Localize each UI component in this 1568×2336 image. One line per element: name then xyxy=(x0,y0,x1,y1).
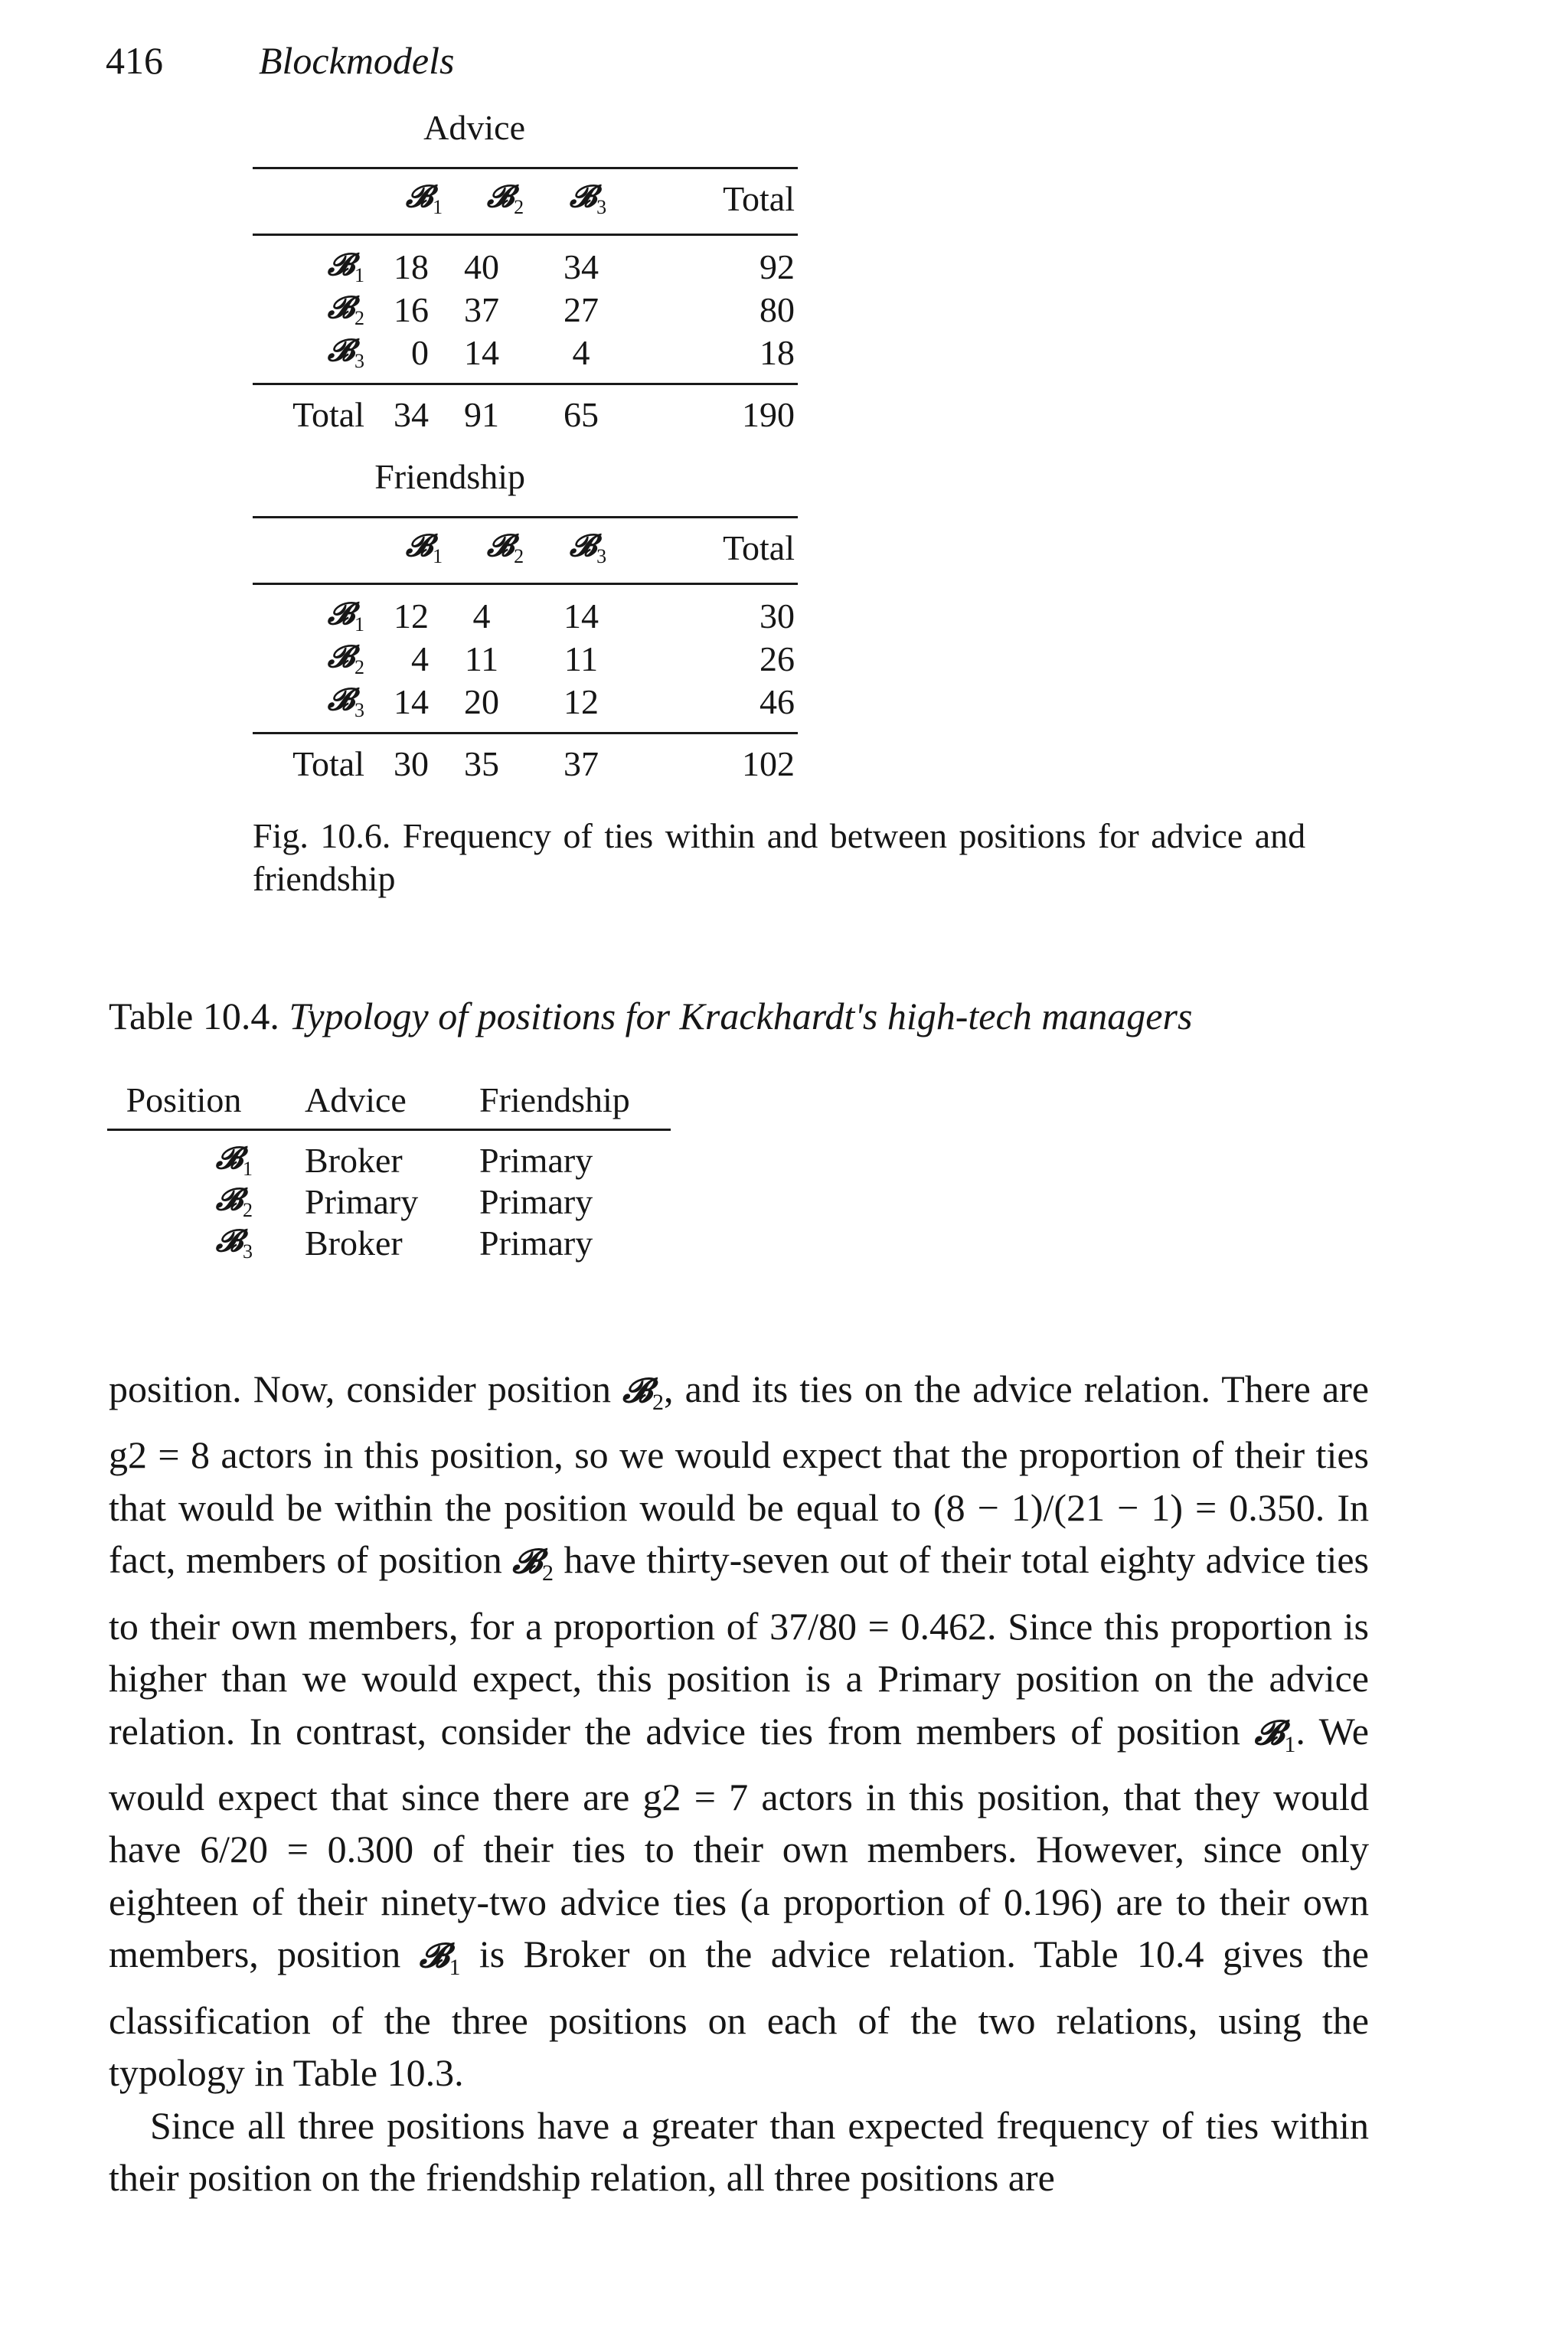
advice-cell-total: 92 xyxy=(760,247,795,286)
table-header-row xyxy=(107,1080,674,1129)
friendship-col-total: Total xyxy=(723,528,795,567)
position-cell: 𝓑$_2$ xyxy=(215,1181,253,1221)
advice-cell-total: 18 xyxy=(760,333,795,372)
position-symbol: 𝓑$_2$ xyxy=(622,1371,664,1415)
advice-top-rule xyxy=(253,167,798,169)
advice-cell: 16 xyxy=(394,290,429,329)
friendship-grand-total: 102 xyxy=(742,744,795,783)
friendship-col-b2: 𝓑$_2$ xyxy=(486,528,524,567)
advice-col-total: Total xyxy=(723,179,795,218)
advice-title: Advice xyxy=(423,108,525,147)
advice-cell: 34 xyxy=(564,247,599,286)
friendship-row-label: 𝓑$_3$ xyxy=(327,681,364,721)
friendship-row-label: 𝓑$_1$ xyxy=(327,596,364,635)
subscript: 1 xyxy=(433,196,443,218)
friendship-row-b3 xyxy=(253,681,798,724)
friendship-row-b2 xyxy=(253,639,798,681)
friendship-cell: 14 xyxy=(564,596,599,635)
advice-total-label: Total xyxy=(292,395,364,434)
advice-cell: 37 xyxy=(464,290,499,329)
col-friendship: Friendship xyxy=(479,1080,630,1119)
friendship-cell: 12 xyxy=(564,682,599,721)
friendship-cell-total: 30 xyxy=(760,596,795,635)
position-cell: 𝓑$_3$ xyxy=(215,1223,253,1263)
subscript: 1 xyxy=(354,264,364,286)
advice-cell: Primary xyxy=(305,1182,419,1221)
friendship-cell: Primary xyxy=(479,1182,593,1221)
friendship-header-row xyxy=(253,528,798,583)
chapter-title: Blockmodels xyxy=(259,39,455,82)
advice-cell: 0 xyxy=(411,333,429,372)
table-title: Typology of positions for Krackhardt's high-tech managers xyxy=(289,995,1193,1037)
advice-col-b3: 𝓑$_3$ xyxy=(569,178,607,218)
advice-cell: 18 xyxy=(394,247,429,286)
subscript: 3 xyxy=(354,350,364,372)
advice-cell: 14 xyxy=(464,333,499,372)
subscript: 2 xyxy=(514,196,524,218)
friendship-cell: 20 xyxy=(464,682,499,721)
advice-total-cell: 91 xyxy=(464,395,499,434)
friendship-total-cell: 37 xyxy=(564,744,599,783)
paragraph: Since all three positions have a greater than expected frequency of ties within their position on the friendship relation, all three positions are xyxy=(109,2103,1369,2200)
running-head xyxy=(106,38,454,83)
subscript: 2 xyxy=(354,307,364,329)
friendship-row-label: 𝓑$_2$ xyxy=(327,639,364,678)
advice-grand-total: 190 xyxy=(742,395,795,434)
advice-cell: 4 xyxy=(572,333,590,372)
friendship-cell: Primary xyxy=(479,1141,593,1180)
friendship-total-rule xyxy=(253,732,798,734)
friendship-total-cell: 35 xyxy=(464,744,499,783)
advice-row-label: 𝓑$_2$ xyxy=(327,289,364,329)
subscript: 2 xyxy=(652,1389,664,1415)
advice-total-cell: 34 xyxy=(394,395,429,434)
friendship-cell: 14 xyxy=(394,682,429,721)
advice-cell: 27 xyxy=(564,290,599,329)
friendship-cell: 11 xyxy=(464,639,499,678)
col-advice: Advice xyxy=(305,1080,407,1119)
advice-total-rule xyxy=(253,383,798,385)
table-label: Table 10.4. xyxy=(109,995,279,1037)
subscript: 2 xyxy=(243,1199,253,1221)
friendship-cell: Primary xyxy=(479,1224,593,1263)
advice-total-row xyxy=(253,394,798,437)
friendship-title: Friendship xyxy=(374,457,525,496)
friendship-cell: 4 xyxy=(472,596,491,635)
subscript: 3 xyxy=(354,699,364,721)
advice-col-b1: 𝓑$_1$ xyxy=(405,178,443,218)
friendship-col-b1: 𝓑$_1$ xyxy=(405,528,443,567)
position-cell: 𝓑$_1$ xyxy=(215,1140,253,1180)
friendship-cell: 12 xyxy=(394,596,429,635)
subscript: 2 xyxy=(354,656,364,678)
advice-cell: Broker xyxy=(305,1224,403,1263)
position-symbol: 𝓑$_2$ xyxy=(512,1542,554,1586)
advice-row-b2 xyxy=(253,289,798,332)
advice-row-b3 xyxy=(253,332,798,375)
subscript: 1 xyxy=(449,1955,461,1981)
friendship-cell-total: 26 xyxy=(760,639,795,678)
friendship-cell-total: 46 xyxy=(760,682,795,721)
advice-row-label: 𝓑$_1$ xyxy=(327,247,364,286)
subscript: 2 xyxy=(542,1560,554,1586)
text-run: position. Now, consider position xyxy=(109,1367,623,1410)
subscript: 1 xyxy=(354,613,364,635)
figure-caption: Fig. 10.6. Frequency of ties within and between positions for advice and friendship xyxy=(253,816,1306,898)
subscript: 3 xyxy=(243,1240,253,1263)
text-run: is Broker on the advice relation. Table 10.4 gives the classification of the three positions on each of the two relations, using the typology in Table 10.3. xyxy=(109,1933,1369,2095)
advice-header-row xyxy=(253,178,798,234)
friendship-total-row xyxy=(253,743,798,786)
text-run: . We would expect that since there are g2 = 7 actors in this position, that they would have 6/20 = 0.300 of their ties to their own members. However, since only eighteen of their ninety-two advice ties (a proportion of 0.196) are to their own members, position xyxy=(109,1709,1369,1976)
subscript: 2 xyxy=(514,545,524,567)
table-caption xyxy=(109,994,1410,1038)
friendship-row-b1 xyxy=(253,596,798,639)
subscript: 1 xyxy=(433,545,443,567)
subscript: 3 xyxy=(596,196,607,218)
position-symbol: 𝓑$_1$ xyxy=(419,1936,461,1981)
friendship-matrix xyxy=(253,456,798,786)
position-symbol: 𝓑$_1$ xyxy=(1254,1713,1296,1757)
table-row xyxy=(107,1140,674,1181)
advice-total-cell: 65 xyxy=(564,395,599,434)
text-run: have thirty-seven out of their total eighty advice ties to their own members, for a proportion of 37/80 = 0.462. Since this proportion is higher than we would expect, this position is a Primary position on the advice relation. In contrast, consider the advice ties from members of position xyxy=(109,1538,1369,1753)
advice-cell: 40 xyxy=(464,247,499,286)
text-run: , and its ties on the advice relation. There are g2 = 8 actors in this position, so we would expect that the proportion of their ties that would be within the position would be equal to (8 − 1)/(21 − 1) = 0.350. In fact, members of position xyxy=(109,1367,1369,1582)
advice-col-b2: 𝓑$_2$ xyxy=(486,178,524,218)
page-number: 416 xyxy=(106,39,163,82)
paragraph xyxy=(109,1363,1369,2099)
typology-table xyxy=(107,1080,674,1264)
friendship-total-cell: 30 xyxy=(394,744,429,783)
advice-row-b1 xyxy=(253,247,798,289)
friendship-top-rule xyxy=(253,516,798,518)
friendship-cell: 4 xyxy=(411,639,429,678)
friendship-col-b3: 𝓑$_3$ xyxy=(569,528,607,567)
subscript: 1 xyxy=(243,1158,253,1180)
table-row xyxy=(107,1223,674,1264)
subscript: 1 xyxy=(1284,1731,1296,1757)
friendship-total-label: Total xyxy=(292,744,364,783)
col-position: Position xyxy=(126,1080,242,1119)
body-text xyxy=(109,1363,1369,2204)
advice-cell: Broker xyxy=(305,1141,403,1180)
table-row xyxy=(107,1181,674,1223)
friendship-cell: 11 xyxy=(564,639,599,678)
advice-matrix xyxy=(253,107,798,437)
subscript: 3 xyxy=(596,545,607,567)
advice-row-label: 𝓑$_3$ xyxy=(327,332,364,372)
advice-cell-total: 80 xyxy=(760,290,795,329)
